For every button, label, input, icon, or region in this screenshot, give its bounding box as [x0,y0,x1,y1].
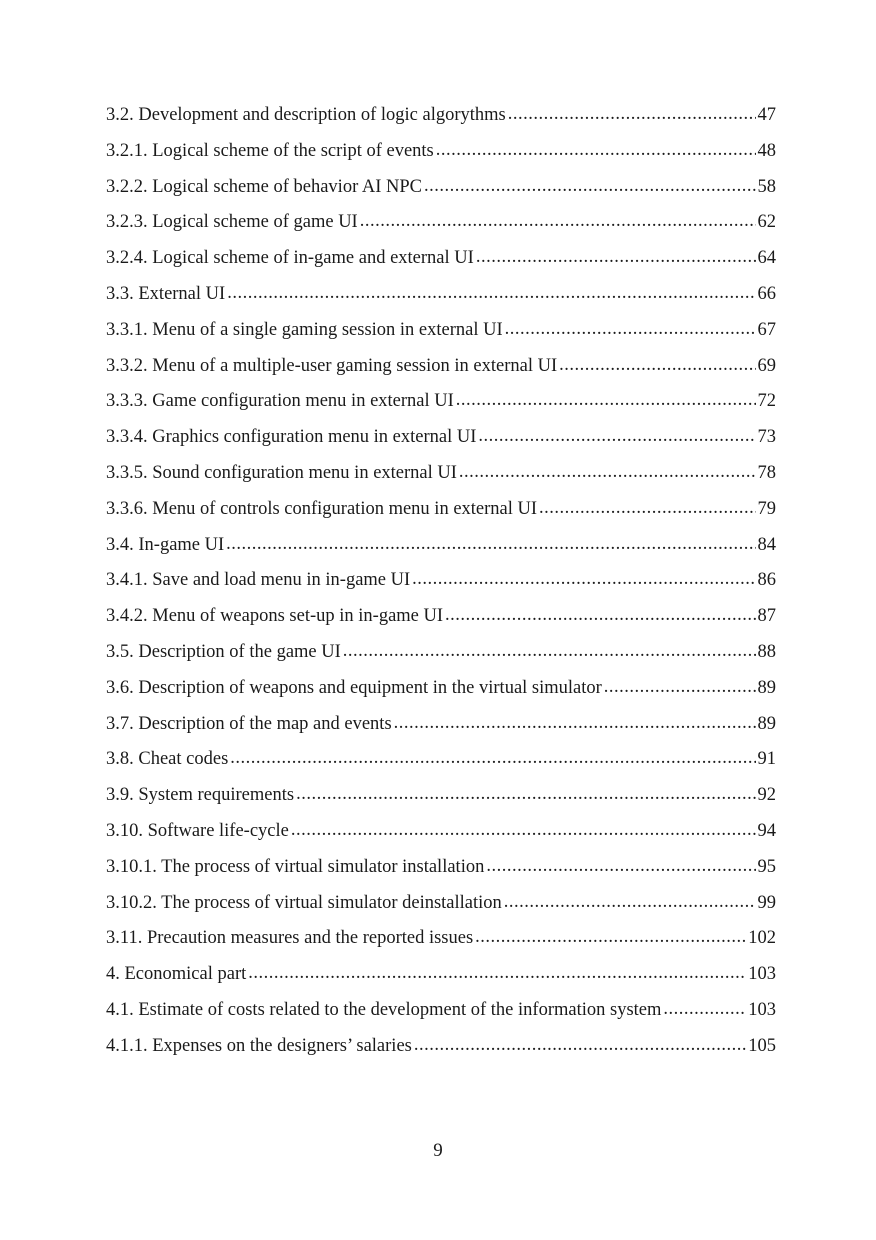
toc-dot-leader [559,348,755,384]
toc-entry-title: 3.4.1. Save and load menu in in-game UI [106,570,411,591]
toc-dot-leader [504,885,756,921]
toc-entry-title: 3.7. Description of the map and events [106,713,392,734]
toc-entry[interactable] [106,707,776,743]
toc-entry-title: 3.2.2. Logical scheme of behavior AI NPC [106,176,422,197]
toc-entry-page: 66 [757,283,776,304]
toc-entry-title: 3.3.2. Menu of a multiple-user gaming session in external UI [106,355,558,376]
toc-entry-page: 105 [748,1035,776,1056]
toc-dot-leader [424,169,756,205]
toc-entry-page: 103 [748,964,776,985]
toc-entry-title: 3.2.3. Logical scheme of game UI [106,212,358,233]
toc-dot-leader [505,312,756,348]
toc-dot-leader [663,992,746,1028]
toc-entry-page: 64 [757,248,776,269]
toc-dot-leader [445,598,755,634]
toc-entry-title: 3.10. Software life-cycle [106,820,289,841]
toc-entry-page: 89 [757,677,776,698]
toc-entry[interactable] [106,205,776,241]
toc-entry[interactable] [106,134,776,170]
toc-dot-leader [476,240,756,276]
toc-entry-page: 103 [748,999,776,1020]
toc-entry-title: 3.4. In-game UI [106,534,225,555]
toc-entry-page: 79 [757,498,776,519]
toc-entry-page: 87 [757,606,776,627]
toc-entry[interactable] [106,563,776,599]
toc-dot-leader [291,813,756,849]
toc-entry-page: 86 [757,570,776,591]
toc-entry-title: 3.8. Cheat codes [106,749,229,770]
toc-entry[interactable] [106,420,776,456]
toc-entry[interactable] [106,492,776,528]
toc-entry-title: 3.3.5. Sound configuration menu in external UI [106,462,457,483]
toc-entry[interactable] [106,921,776,957]
toc-dot-leader [414,1028,746,1064]
toc-dot-leader [248,956,746,992]
toc-entry-page: 95 [757,856,776,877]
toc-entry-page: 78 [757,462,776,483]
toc-entry-page: 89 [757,713,776,734]
toc-entry[interactable] [106,313,776,349]
toc-entry[interactable] [106,98,776,134]
toc-entry[interactable] [106,814,776,850]
toc-entry-title: 3.9. System requirements [106,785,295,806]
toc-entry-page: 91 [757,749,776,770]
toc-entry-title: 3.2.1. Logical scheme of the script of events [106,140,434,161]
toc-entry[interactable] [106,349,776,385]
toc-entry[interactable] [106,886,776,922]
toc-entry[interactable] [106,778,776,814]
toc-entry-page: 47 [757,105,776,125]
toc-entry-title: 3.3.3. Game configuration menu in external UI [106,391,454,412]
toc-dot-leader [478,419,755,455]
toc-dot-leader [475,920,746,956]
toc-dot-leader [394,706,756,742]
toc-dot-leader [412,562,755,598]
toc-dot-leader [343,634,756,670]
toc-entry[interactable] [106,671,776,707]
toc-dot-leader [360,204,756,240]
toc-entry[interactable] [106,957,776,993]
toc-entry-page: 67 [757,319,776,340]
toc-entry[interactable] [106,528,776,564]
toc-entry-page: 58 [757,176,776,197]
toc-entry[interactable] [106,850,776,886]
toc-entry-title: 3.2.4. Logical scheme of in-game and external UI [106,248,474,269]
toc-dot-leader [604,670,756,706]
toc-entry[interactable] [106,241,776,277]
toc-entry[interactable] [106,635,776,671]
toc-entry-page: 94 [757,820,776,841]
toc-entry-title: 3.6. Description of weapons and equipment in the virtual simulator [106,677,602,698]
toc-dot-leader [508,97,756,133]
toc-dot-leader [539,491,755,527]
toc-entry-title: 4.1. Estimate of costs related to the development of the information system [106,999,662,1020]
toc-dot-leader [486,849,755,885]
toc-entry-title: 3.11. Precaution measures and the reported issues [106,928,474,949]
toc-entry[interactable] [106,599,776,635]
toc-entry-title: 3.3.6. Menu of controls configuration menu in external UI [106,498,538,519]
toc-entry-title: 3.10.1. The process of virtual simulator installation [106,856,485,877]
toc-entry-title: 3.5. Description of the game UI [106,641,341,662]
toc-entry-page: 48 [757,140,776,161]
toc-entry-title: 3.3. External UI [106,283,226,304]
toc-entry[interactable] [106,993,776,1029]
toc-entry-page: 73 [757,427,776,448]
toc-dot-leader [436,133,756,169]
toc-entry[interactable] [106,170,776,206]
toc-entry-title: 3.3.4. Graphics configuration menu in external UI [106,427,477,448]
table-of-contents [106,98,776,1065]
toc-entry[interactable] [106,742,776,778]
toc-entry-page: 62 [757,212,776,233]
toc-entry[interactable] [106,456,776,492]
toc-entry-title: 4.1.1. Expenses on the designers’ salaries [106,1035,412,1056]
toc-entry-title: 3.2. Development and description of logic algorythms [106,105,506,125]
toc-entry[interactable] [106,1029,776,1065]
toc-entry-page: 88 [757,641,776,662]
toc-dot-leader [230,741,755,777]
toc-entry-page: 84 [757,534,776,555]
toc-entry-title: 3.4.2. Menu of weapons set-up in in-game UI [106,606,444,627]
toc-entry[interactable] [106,384,776,420]
toc-dot-leader [459,455,756,491]
toc-entry-page: 69 [757,355,776,376]
toc-entry-title: 4. Economical part [106,964,247,985]
toc-entry-page: 99 [757,892,776,913]
toc-entry-page: 72 [757,391,776,412]
toc-entry-page: 102 [748,928,776,949]
page-number: 9 [433,1140,443,1161]
toc-entry-page: 92 [757,785,776,806]
toc-entry-title: 3.10.2. The process of virtual simulator deinstallation [106,892,502,913]
toc-dot-leader [296,777,755,813]
toc-entry-title: 3.3.1. Menu of a single gaming session in external UI [106,319,503,340]
toc-entry[interactable] [106,277,776,313]
toc-dot-leader [226,527,755,563]
toc-dot-leader [227,276,755,312]
toc-dot-leader [456,383,756,419]
